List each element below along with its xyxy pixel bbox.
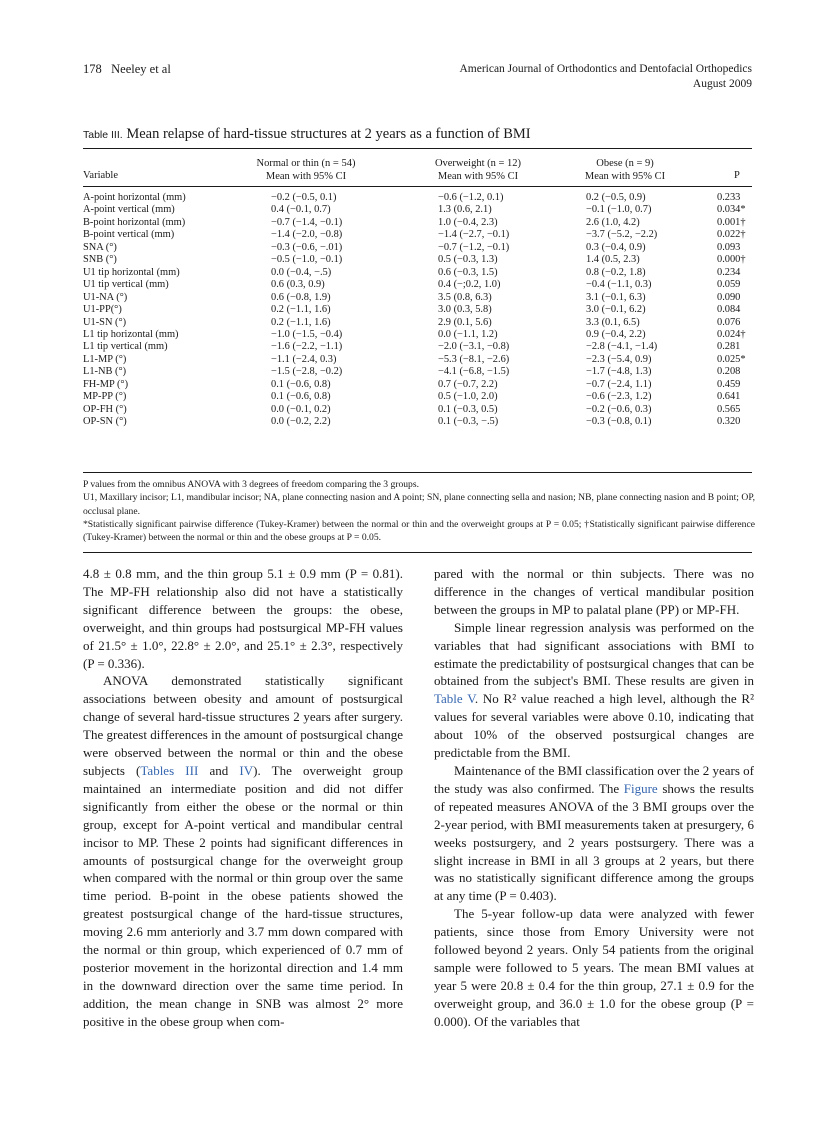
table-body <box>83 192 752 429</box>
table-row <box>83 204 752 216</box>
paragraph: Simple linear regression analysis was performed on the variables that had significant associations with BMI to estimate the predictability of postsurgical changes that can be obtained from the subject's BMI. These results are given in Table V. No R² value reached a high level, although the R² values for several variables were above 0.10, indicating that about 10% of the observed postsurgical changes are predictable from the BMI. <box>434 619 755 761</box>
table-row <box>83 317 752 329</box>
table-row <box>83 279 752 291</box>
cell-overweight: −4.1 (−6.8, −1.5) <box>438 366 510 378</box>
cell-variable: SNB (°) <box>83 254 117 266</box>
paragraph: 4.8 ± 0.8 mm, and the thin group 5.1 ± 0.9 mm (P = 0.81). The MP-FH relationship also did not have a statistically significant difference between the groups: the obese, overweight, and thin groups had postsurgical MP-FH values of 21.5° ± 1.0°, 22.8° ± 2.0°, and 25.1° ± 2.3°, respectively (P = 0.336). <box>83 566 403 671</box>
cell-p: 0.233 <box>717 192 741 203</box>
table-row <box>83 242 752 254</box>
footnote-significance: *Statistically significant pairwise difference (Tukey-Kramer) between the normal or thin and the overweight groups at P = 0.05; †Statistically significant pairwise difference (Tukey-Kramer) between the normal or thin and the obese groups at P = 0.05. <box>83 518 755 544</box>
cell-normal: 0.0 (−0.4, −.5) <box>271 266 332 278</box>
journal-name: American Journal of Orthodontics and Dentofacial Orthopedics <box>459 63 752 75</box>
cell-normal: −1.6 (−2.2, −1.1) <box>271 341 343 353</box>
table-row <box>83 229 752 241</box>
cell-obese: 3.1 (−0.1, 6.3) <box>586 291 646 303</box>
table-row <box>83 254 752 266</box>
cell-obese: −1.7 (−4.8, 1.3) <box>586 366 652 378</box>
cell-variable: U1-PP(°) <box>83 304 122 316</box>
cell-obese: 1.4 (0.5, 2.3) <box>586 254 640 266</box>
cell-variable: U1 tip horizontal (mm) <box>83 266 180 278</box>
cell-variable: MP-PP (°) <box>83 391 127 403</box>
table-header-rule <box>83 186 752 187</box>
col-header-p: P <box>734 170 740 181</box>
cell-normal: 0.2 (−1.1, 1.6) <box>271 304 331 316</box>
cell-p: 0.281 <box>717 341 741 353</box>
cell-normal: −0.2 (−0.5, 0.1) <box>271 192 337 203</box>
cell-variable: U1-SN (°) <box>83 316 127 328</box>
cell-overweight: 3.5 (0.8, 6.3) <box>438 291 492 303</box>
table-row <box>83 404 752 416</box>
cell-p: 0.565 <box>717 403 741 415</box>
cell-p: 0.320 <box>717 416 741 428</box>
cell-overweight: 1.0 (−0.4, 2.3) <box>438 216 498 228</box>
col-header-obese: Obese (n = 9) Mean with 95% CI <box>584 158 666 182</box>
cell-obese: 3.3 (0.1, 6.5) <box>586 316 640 328</box>
cell-obese: −0.1 (−1.0, 0.7) <box>586 204 652 216</box>
cell-obese: 0.3 (−0.4, 0.9) <box>586 241 646 253</box>
cell-p: 0.059 <box>717 279 741 291</box>
cell-p: 0.024† <box>717 328 746 340</box>
table-row <box>83 354 752 366</box>
table-bottom-rule <box>83 472 752 473</box>
cell-normal: 0.6 (0.3, 0.9) <box>271 279 325 291</box>
cell-overweight: 0.1 (−0.3, −.5) <box>438 416 499 428</box>
col-header-variable: Variable <box>83 170 118 181</box>
cell-p: 0.034* <box>717 204 746 216</box>
cell-overweight: 0.6 (−0.3, 1.5) <box>438 266 498 278</box>
cell-overweight: −0.6 (−1.2, 0.1) <box>438 192 504 203</box>
cell-p: 0.090 <box>717 291 741 303</box>
table-caption: Mean relapse of hard-tissue structures at 2 years as a function of BMI <box>126 126 531 142</box>
cell-variable: L1-MP (°) <box>83 353 127 365</box>
table-top-rule <box>83 148 752 149</box>
table-row <box>83 341 752 353</box>
cell-p: 0.000† <box>717 254 746 266</box>
cell-variable: SNA (°) <box>83 241 117 253</box>
cell-normal: −0.5 (−1.0, −0.1) <box>271 254 343 266</box>
cell-obese: −0.3 (−0.8, 0.1) <box>586 416 652 428</box>
cell-p: 0.084 <box>717 304 741 316</box>
body-column-left <box>83 565 403 1031</box>
table-row <box>83 379 752 391</box>
cell-overweight: 0.5 (−1.0, 2.0) <box>438 391 498 403</box>
cell-variable: L1 tip horizontal (mm) <box>83 328 179 340</box>
table-row <box>83 366 752 378</box>
cell-overweight: 2.9 (0.1, 5.6) <box>438 316 492 328</box>
cell-variable: A-point vertical (mm) <box>83 204 175 216</box>
paragraph: ANOVA demonstrated statistically significant associations between obesity and amount of postsurgical change of several hard-tissue structures 2 years after surgery. The greatest differences in the amount of postsurgical change were observed between the normal or thin and the obese subjects (Tables III and IV). The overweight group maintained an intermediate position and did not differ significantly from either the obese or the normal or thin group, except for A-point vertical and mandibular central incisor to MP. These 2 points had significant differences in amounts of postsurgical change for the overweight group when compared with the normal or thin group over the same time period. B-point in the obese patients showed the greatest postsurgical change of the hard-tissue structures, moving 2.6 mm anteriorly and 3.7 mm down compared with the normal or thin group, which experienced of 0.7 mm of posterior movement in the horizontal direction and 1.4 mm in the downward direction over the same time period. In addition, the mean change in SNB was almost 2° more positive in the obese group when com- <box>83 673 403 1029</box>
issue-date: August 2009 <box>692 78 752 90</box>
cell-overweight: 0.7 (−0.7, 2.2) <box>438 378 498 390</box>
table-title <box>83 126 531 143</box>
cell-obese: 0.2 (−0.5, 0.9) <box>586 192 646 203</box>
cell-p: 0.022† <box>717 229 746 241</box>
table-row <box>83 192 752 204</box>
cell-obese: 0.8 (−0.2, 1.8) <box>586 266 646 278</box>
table-row <box>83 217 752 229</box>
cell-normal: −0.7 (−1.4, −0.1) <box>271 216 343 228</box>
cell-overweight: 3.0 (0.3, 5.8) <box>438 304 492 316</box>
table-row <box>83 329 752 341</box>
cell-normal: 0.0 (−0.1, 0.2) <box>271 403 331 415</box>
cell-obese: −2.3 (−5.4, 0.9) <box>586 353 652 365</box>
cell-p: 0.234 <box>717 266 741 278</box>
paragraph: Maintenance of the BMI classification over the 2 years of the study was also confirmed. The Figure shows the results of repeated measures ANOVA of the 3 BMI groups over the 2-year period, with BMI measurements taken at presurgery, 6 weeks postsurgery, and 2 years postsurgery. There was a slight increase in BMI in all 3 groups at 2 years, but there was no statistically significant difference among the groups at any time (P = 0.403). <box>434 762 754 904</box>
body-column-right <box>434 565 754 1031</box>
cell-obese: −2.8 (−4.1, −1.4) <box>586 341 658 353</box>
cell-obese: −0.4 (−1.1, 0.3) <box>586 279 652 291</box>
cell-variable: L1 tip vertical (mm) <box>83 341 168 353</box>
table-row <box>83 304 752 316</box>
table-row <box>83 267 752 279</box>
cell-normal: 0.1 (−0.6, 0.8) <box>271 391 331 403</box>
cell-p: 0.076 <box>717 316 741 328</box>
paragraph: pared with the normal or thin subjects. There was no difference in the changes of vertical mandibular position between the groups in MP to palatal plane (PP) or MP-FH. <box>434 566 754 617</box>
cell-overweight: 0.5 (−0.3, 1.3) <box>438 254 498 266</box>
col-header-overweight: Overweight (n = 12) Mean with 95% CI <box>434 158 522 182</box>
figure-link[interactable]: Figure <box>623 780 658 796</box>
cell-p: 0.459 <box>717 378 741 390</box>
cell-overweight: 0.0 (−1.1, 1.2) <box>438 328 498 340</box>
cell-normal: −1.5 (−2.8, −0.2) <box>271 366 343 378</box>
cell-normal: −1.4 (−2.0, −0.8) <box>271 229 343 241</box>
cell-overweight: −5.3 (−8.1, −2.6) <box>438 353 510 365</box>
cell-normal: 0.4 (−0.1, 0.7) <box>271 204 331 216</box>
cell-normal: 0.1 (−0.6, 0.8) <box>271 378 331 390</box>
cell-variable: OP-SN (°) <box>83 416 127 428</box>
cell-p: 0.001† <box>717 216 746 228</box>
table-footnotes <box>83 478 755 544</box>
table-label: Table III. <box>83 129 123 141</box>
cell-variable: A-point horizontal (mm) <box>83 192 186 203</box>
cell-variable: U1 tip vertical (mm) <box>83 279 169 291</box>
cell-overweight: 1.3 (0.6, 2.1) <box>438 204 492 216</box>
running-header-right <box>459 62 752 92</box>
table-v-link[interactable]: Table V <box>434 691 475 707</box>
cell-overweight: −0.7 (−1.2, −0.1) <box>438 241 510 253</box>
data-table <box>83 192 752 429</box>
cell-obese: −0.7 (−2.4, 1.1) <box>586 378 652 390</box>
cell-overweight: −2.0 (−3.1, −0.8) <box>438 341 510 353</box>
cell-variable: FH-MP (°) <box>83 378 129 390</box>
footnote-rule <box>83 552 752 553</box>
cell-obese: 3.0 (−0.1, 6.2) <box>586 304 646 316</box>
cell-variable: B-point horizontal (mm) <box>83 216 186 228</box>
cell-normal: 0.2 (−1.1, 1.6) <box>271 316 331 328</box>
cell-variable: OP-FH (°) <box>83 403 127 415</box>
cell-obese: −0.2 (−0.6, 0.3) <box>586 403 652 415</box>
cell-normal: −1.1 (−2.4, 0.3) <box>271 353 337 365</box>
cell-overweight: 0.1 (−0.3, 0.5) <box>438 403 498 415</box>
cell-normal: −1.0 (−1.5, −0.4) <box>271 328 343 340</box>
table-iv-link[interactable]: IV <box>239 762 254 778</box>
cell-overweight: −1.4 (−2.7, −0.1) <box>438 229 510 241</box>
cell-p: 0.641 <box>717 391 741 403</box>
cell-obese: 0.9 (−0.4, 2.2) <box>586 328 646 340</box>
cell-variable: B-point vertical (mm) <box>83 229 175 241</box>
cell-obese: −3.7 (−5.2, −2.2) <box>586 229 658 241</box>
cell-p: 0.093 <box>717 241 741 253</box>
table-row <box>83 292 752 304</box>
table-iii-link[interactable]: Tables III <box>140 762 199 778</box>
cell-obese: 2.6 (1.0, 4.2) <box>586 216 640 228</box>
cell-normal: 0.0 (−0.2, 2.2) <box>271 416 331 428</box>
cell-normal: −0.3 (−0.6, −.01) <box>271 241 343 253</box>
table-row <box>83 391 752 403</box>
cell-p: 0.025* <box>717 353 746 365</box>
cell-variable: U1-NA (°) <box>83 291 128 303</box>
cell-normal: 0.6 (−0.8, 1.9) <box>271 291 331 303</box>
cell-variable: L1-NB (°) <box>83 366 127 378</box>
footnote-abbreviations: U1, Maxillary incisor; L1, mandibular incisor; NA, plane connecting nasion and A point; SN, plane connecting sella and nasion; NB, plane connecting nasion and B point; OP, occlusal plane. <box>83 492 755 517</box>
cell-p: 0.208 <box>717 366 741 378</box>
col-header-normal: Normal or thin (n = 54) Mean with 95% CI <box>256 158 356 182</box>
cell-overweight: 0.4 (−;0.2, 1.0) <box>438 279 501 291</box>
table-row <box>83 416 752 428</box>
running-header-left: 178 Neeley et al <box>83 62 171 76</box>
footnote-pvalues: P values from the omnibus ANOVA with 3 degrees of freedom comparing the 3 groups. <box>83 479 419 490</box>
paragraph: The 5-year follow-up data were analyzed with fewer patients, since those from Emory University were not followed beyond 2 years. Only 54 patients from the original sample were followed to 5 years. The mean BMI values at year 5 were 20.8 ± 0.4 for the thin group, 27.1 ± 0.9 for the overweight group, and 36.0 ± 1.0 for the obese group (P = 0.000). Of the variables that <box>434 906 754 1029</box>
cell-obese: −0.6 (−2.3, 1.2) <box>586 391 652 403</box>
